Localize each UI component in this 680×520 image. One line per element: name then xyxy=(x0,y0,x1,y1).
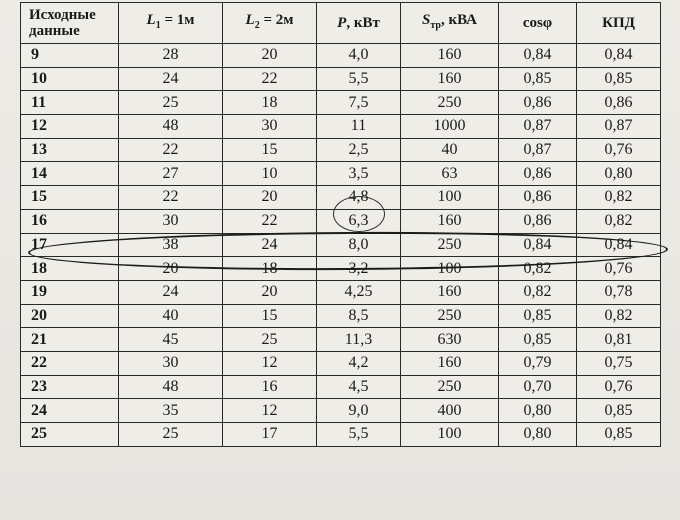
cell-efficiency: 0,84 xyxy=(577,44,661,68)
cell-power: 5,5 xyxy=(317,423,401,447)
cell-efficiency: 0,80 xyxy=(577,162,661,186)
table-row xyxy=(21,328,661,352)
cell-variant: 23 xyxy=(21,375,119,399)
cell-l1: 30 xyxy=(119,209,223,233)
cell-variant: 16 xyxy=(21,209,119,233)
header-power: P, кВт xyxy=(317,3,401,44)
cell-variant: 24 xyxy=(21,399,119,423)
cell-s-tr: 160 xyxy=(401,44,499,68)
table-row xyxy=(21,115,661,139)
cell-s-tr: 250 xyxy=(401,91,499,115)
cell-l1: 25 xyxy=(119,423,223,447)
cell-cosphi: 0,87 xyxy=(499,138,577,162)
cell-cosphi: 0,80 xyxy=(499,423,577,447)
cell-cosphi: 0,70 xyxy=(499,375,577,399)
cell-l2: 16 xyxy=(223,375,317,399)
cell-variant: 22 xyxy=(21,351,119,375)
table-row xyxy=(21,257,661,281)
cell-power: 3,5 xyxy=(317,162,401,186)
cell-efficiency: 0,82 xyxy=(577,304,661,328)
cell-s-tr: 1000 xyxy=(401,115,499,139)
cell-s-tr: 160 xyxy=(401,351,499,375)
cell-variant: 19 xyxy=(21,280,119,304)
cell-efficiency: 0,87 xyxy=(577,115,661,139)
cell-efficiency: 0,81 xyxy=(577,328,661,352)
cell-efficiency: 0,85 xyxy=(577,399,661,423)
cell-l2: 12 xyxy=(223,351,317,375)
cell-s-tr: 40 xyxy=(401,138,499,162)
cell-efficiency: 0,76 xyxy=(577,138,661,162)
cell-s-tr: 160 xyxy=(401,67,499,91)
table-row xyxy=(21,162,661,186)
cell-l1: 24 xyxy=(119,280,223,304)
cell-power: 4,2 xyxy=(317,351,401,375)
cell-s-tr: 100 xyxy=(401,423,499,447)
cell-power: 8,5 xyxy=(317,304,401,328)
cell-s-tr: 160 xyxy=(401,280,499,304)
header-transformer-power: $S_{тр}$, кВА xyxy=(401,3,499,44)
cell-variant: 17 xyxy=(21,233,119,257)
cell-variant: 14 xyxy=(21,162,119,186)
cell-l2: 12 xyxy=(223,399,317,423)
cell-power: 11,3 xyxy=(317,328,401,352)
cell-l2: 10 xyxy=(223,162,317,186)
cell-l2: 15 xyxy=(223,304,317,328)
cell-l2: 25 xyxy=(223,328,317,352)
cell-cosphi: 0,86 xyxy=(499,162,577,186)
table-row xyxy=(21,423,661,447)
cell-cosphi: 0,86 xyxy=(499,209,577,233)
cell-s-tr: 250 xyxy=(401,375,499,399)
cell-efficiency: 0,82 xyxy=(577,186,661,210)
cell-l1: 38 xyxy=(119,233,223,257)
table-row xyxy=(21,280,661,304)
cell-cosphi: 0,79 xyxy=(499,351,577,375)
cell-cosphi: 0,84 xyxy=(499,233,577,257)
cell-variant: 18 xyxy=(21,257,119,281)
table-row xyxy=(21,44,661,68)
cell-power: 3,2 xyxy=(317,257,401,281)
table-row xyxy=(21,91,661,115)
cell-cosphi: 0,86 xyxy=(499,91,577,115)
cell-efficiency: 0,78 xyxy=(577,280,661,304)
cell-l1: 45 xyxy=(119,328,223,352)
cell-variant: 11 xyxy=(21,91,119,115)
cell-power: 6,3 xyxy=(317,209,401,233)
cell-variant: 25 xyxy=(21,423,119,447)
source-data-table xyxy=(20,2,661,447)
cell-l2: 15 xyxy=(223,138,317,162)
header-initial-data: Исходные данные xyxy=(21,3,119,44)
cell-l2: 22 xyxy=(223,209,317,233)
cell-l2: 20 xyxy=(223,280,317,304)
cell-efficiency: 0,76 xyxy=(577,257,661,281)
table-row xyxy=(21,138,661,162)
cell-cosphi: 0,80 xyxy=(499,399,577,423)
cell-cosphi: 0,84 xyxy=(499,44,577,68)
cell-l1: 22 xyxy=(119,186,223,210)
cell-l1: 22 xyxy=(119,138,223,162)
cell-power: 8,0 xyxy=(317,233,401,257)
cell-efficiency: 0,76 xyxy=(577,375,661,399)
table-row xyxy=(21,209,661,233)
cell-l1: 30 xyxy=(119,351,223,375)
cell-power: 4,8 xyxy=(317,186,401,210)
cell-l1: 40 xyxy=(119,304,223,328)
cell-power: 4,0 xyxy=(317,44,401,68)
table-row xyxy=(21,399,661,423)
cell-l2: 20 xyxy=(223,44,317,68)
cell-l2: 18 xyxy=(223,91,317,115)
cell-efficiency: 0,85 xyxy=(577,423,661,447)
cell-l1: 20 xyxy=(119,257,223,281)
cell-cosphi: 0,85 xyxy=(499,67,577,91)
cell-power: 2,5 xyxy=(317,138,401,162)
table-row xyxy=(21,304,661,328)
header-efficiency: КПД xyxy=(577,3,661,44)
cell-power: 5,5 xyxy=(317,67,401,91)
cell-l1: 48 xyxy=(119,115,223,139)
cell-variant: 9 xyxy=(21,44,119,68)
cell-l2: 17 xyxy=(223,423,317,447)
cell-s-tr: 250 xyxy=(401,233,499,257)
cell-cosphi: 0,86 xyxy=(499,186,577,210)
cell-l2: 18 xyxy=(223,257,317,281)
cell-efficiency: 0,85 xyxy=(577,67,661,91)
cell-variant: 15 xyxy=(21,186,119,210)
cell-power: 7,5 xyxy=(317,91,401,115)
cell-power: 4,25 xyxy=(317,280,401,304)
cell-l2: 22 xyxy=(223,67,317,91)
table-row xyxy=(21,375,661,399)
cell-variant: 20 xyxy=(21,304,119,328)
header-l1: $L_1 = 1м$ xyxy=(119,3,223,44)
cell-power: 4,5 xyxy=(317,375,401,399)
cell-l2: 30 xyxy=(223,115,317,139)
cell-variant: 12 xyxy=(21,115,119,139)
cell-efficiency: 0,75 xyxy=(577,351,661,375)
header-row xyxy=(21,3,661,44)
cell-variant: 13 xyxy=(21,138,119,162)
cell-l1: 25 xyxy=(119,91,223,115)
cell-cosphi: 0,82 xyxy=(499,280,577,304)
cell-efficiency: 0,82 xyxy=(577,209,661,233)
cell-l1: 27 xyxy=(119,162,223,186)
cell-efficiency: 0,86 xyxy=(577,91,661,115)
cell-s-tr: 63 xyxy=(401,162,499,186)
cell-s-tr: 100 xyxy=(401,186,499,210)
cell-l2: 20 xyxy=(223,186,317,210)
header-cosphi: cosφ xyxy=(499,3,577,44)
cell-cosphi: 0,82 xyxy=(499,257,577,281)
table-row xyxy=(21,351,661,375)
cell-power: 9,0 xyxy=(317,399,401,423)
cell-s-tr: 630 xyxy=(401,328,499,352)
table-row xyxy=(21,186,661,210)
cell-s-tr: 400 xyxy=(401,399,499,423)
table-row xyxy=(21,233,661,257)
cell-l1: 24 xyxy=(119,67,223,91)
cell-l2: 24 xyxy=(223,233,317,257)
cell-variant: 21 xyxy=(21,328,119,352)
table-row xyxy=(21,67,661,91)
cell-s-tr: 100 xyxy=(401,257,499,281)
cell-efficiency: 0,84 xyxy=(577,233,661,257)
header-l2: $L_2 = 2м$ xyxy=(223,3,317,44)
cell-l1: 48 xyxy=(119,375,223,399)
cell-cosphi: 0,85 xyxy=(499,304,577,328)
cell-cosphi: 0,85 xyxy=(499,328,577,352)
cell-s-tr: 250 xyxy=(401,304,499,328)
cell-cosphi: 0,87 xyxy=(499,115,577,139)
cell-l1: 28 xyxy=(119,44,223,68)
cell-power: 11 xyxy=(317,115,401,139)
cell-variant: 10 xyxy=(21,67,119,91)
cell-s-tr: 160 xyxy=(401,209,499,233)
cell-l1: 35 xyxy=(119,399,223,423)
